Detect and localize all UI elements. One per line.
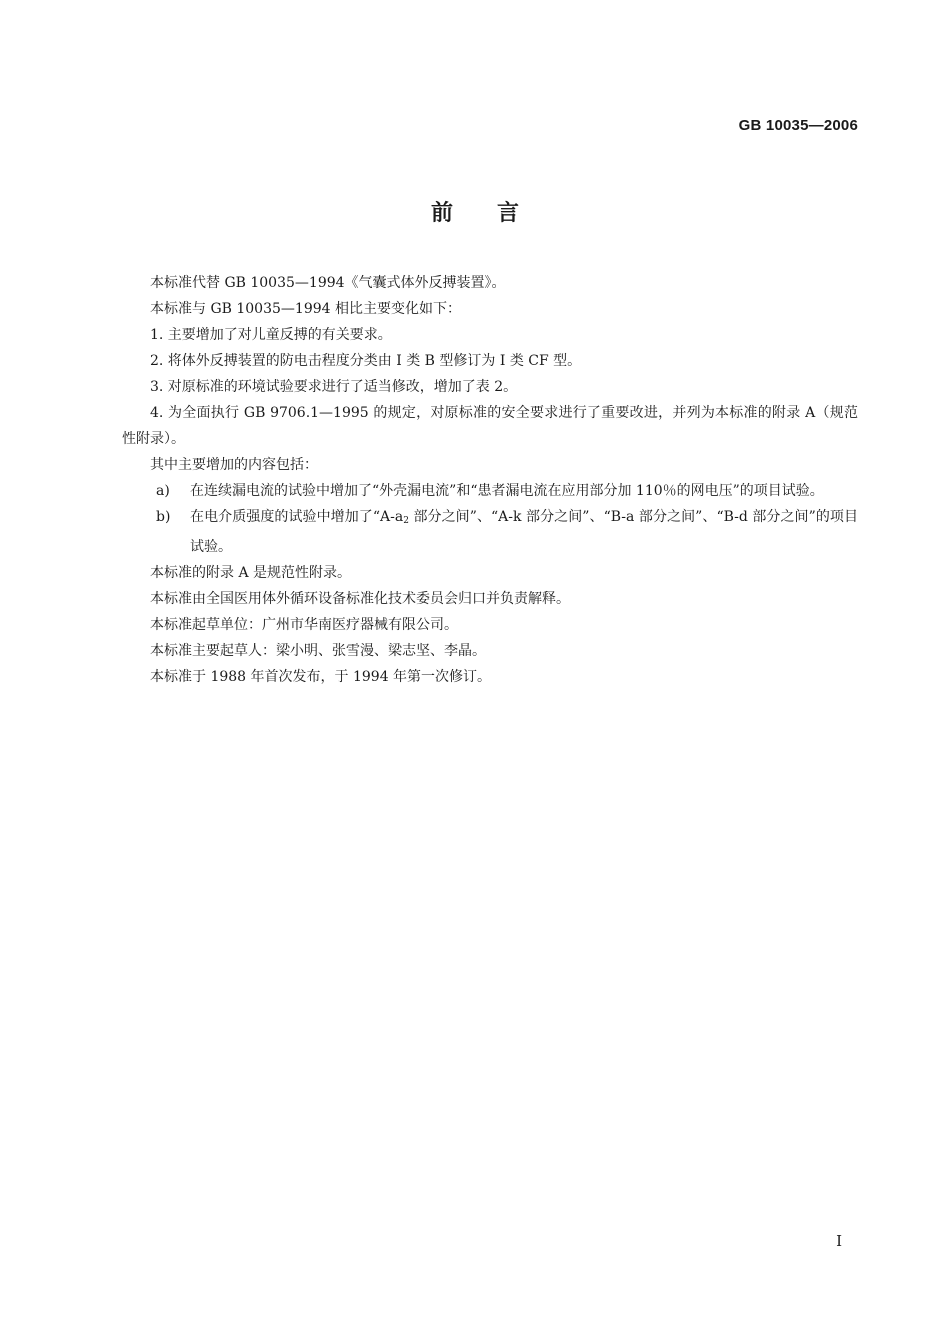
paragraph-drafting-unit: 本标准起草单位：广州市华南医疗器械有限公司。 (150, 617, 458, 633)
paragraph-committee: 本标准由全国医用体外循环设备标准化技术委员会归口并负责解释。 (150, 591, 570, 607)
document-code: GB 10035—2006 (738, 117, 858, 134)
change-item-3: 3. 对原标准的环境试验要求进行了适当修改，增加了表 2。 (150, 379, 518, 395)
paragraph-replaces: 本标准代替 GB 10035—1994《气囊式体外反搏装置》。 (150, 275, 506, 291)
change-item-4: 4. 为全面执行 GB 9706.1—1995 的规定，对原标准的安全要求进行了重要改进，并列为本标准的附录 A（规范性附录）。 (122, 405, 858, 447)
sub-item-b-mark: b) (156, 509, 171, 525)
foreword-body (122, 270, 858, 690)
paragraph-history: 本标准于 1988 年首次发布，于 1994 年第一次修订。 (150, 669, 492, 685)
paragraph-changes-intro: 本标准与 GB 10035—1994 相比主要变化如下： (150, 301, 461, 317)
change-item-2: 2. 将体外反搏装置的防电击程度分类由 Ⅰ 类 B 型修订为 Ⅰ 类 CF 型。 (150, 353, 582, 369)
paragraph-main-additions: 其中主要增加的内容包括： (150, 457, 318, 473)
sub-item-b-text-before: 在电介质强度的试验中增加了“A-a (190, 509, 404, 525)
subscript: 2 (403, 516, 409, 526)
page-number: I (836, 1232, 842, 1250)
change-item-1: 1. 主要增加了对儿童反搏的有关要求。 (150, 327, 392, 343)
sub-item-a-mark: a) (156, 483, 170, 499)
paragraph-annex-normative: 本标准的附录 A 是规范性附录。 (150, 565, 352, 581)
sub-item-b-text-after: 部分之间”、“A-k 部分之间”、“B-a 部分之间”、“B-d 部分之间”的项目试验。 (190, 509, 858, 555)
sub-item-a (122, 478, 858, 504)
paragraph-drafters: 本标准主要起草人：梁小明、张雪漫、梁志坚、李晶。 (150, 643, 486, 659)
sub-item-a-text: 在连续漏电流的试验中增加了“外壳漏电流”和“患者漏电流在应用部分加 110％的网电压”的项目试验。 (190, 483, 824, 499)
sub-item-b (122, 504, 858, 560)
page-title: 前言 (430, 201, 563, 226)
sub-item-b-text (190, 504, 858, 560)
